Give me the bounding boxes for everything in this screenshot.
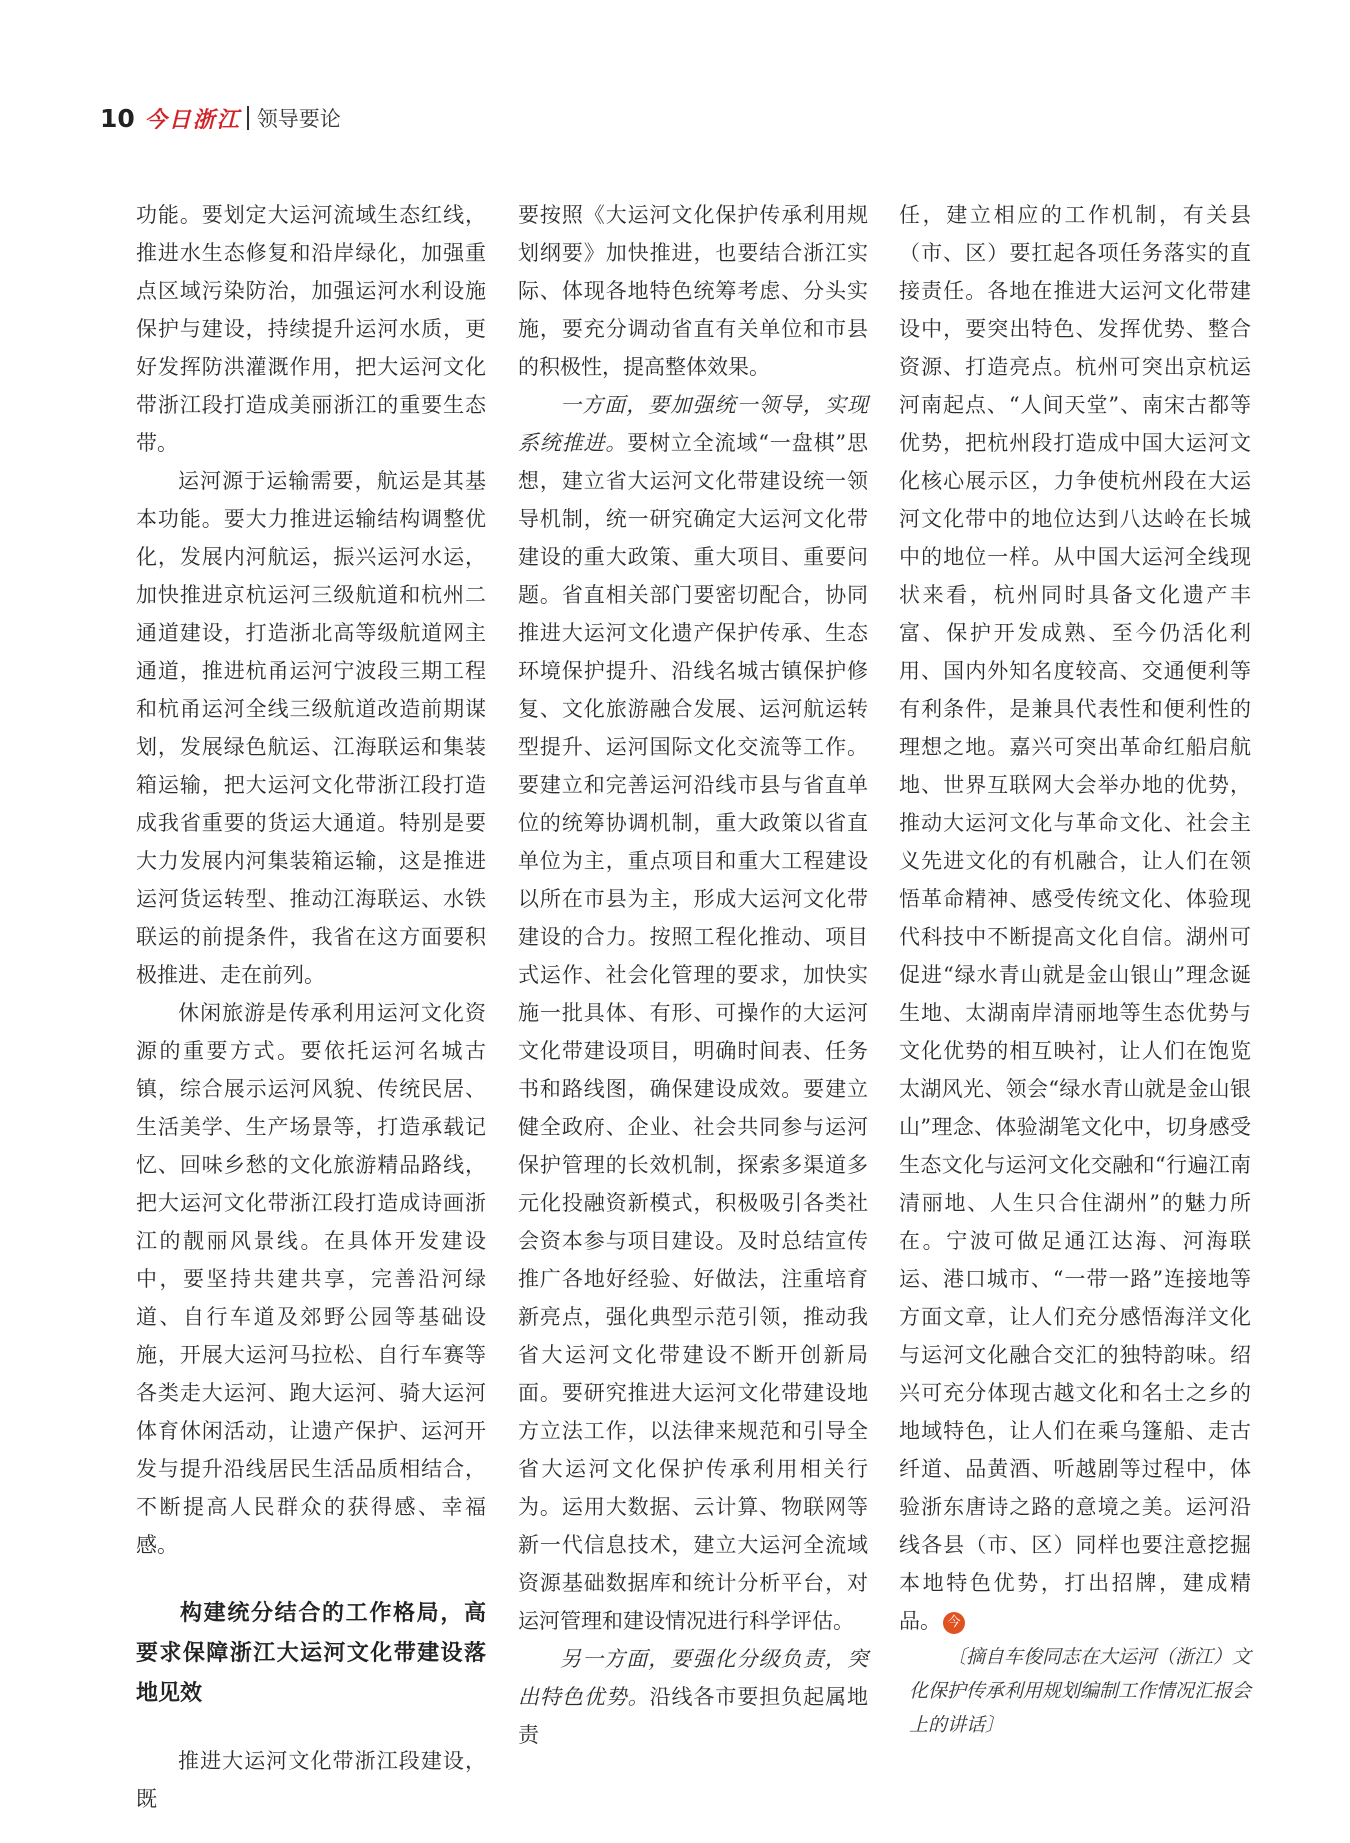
page-header (100, 98, 341, 138)
magazine-logo: 今日浙江 (144, 106, 241, 133)
paragraph (518, 1640, 868, 1754)
paragraph (899, 196, 1251, 1640)
end-mark-icon: 今 (943, 1612, 965, 1634)
paragraph-lead: 一方面，要加强统一领导，实现系统推进。 (518, 393, 868, 455)
text-column-3 (899, 196, 1251, 1742)
section-subheading: 构建统分结合的工作格局，高要求保障浙江大运河文化带建设落地见效 (136, 1601, 486, 1706)
paragraph: 休闲旅游是传承利用运河文化资源的重要方式。要依托运河名城古镇，综合展示运河风貌、传统民居、生活美学、生产场景等，打造承载记忆、回味乡愁的文化旅游精品路线，把大运河文化带浙江段打造成诗画浙江的靓丽风景线。在具体开发建设中，要坚持共建共享，完善沿河绿道、自行车道及郊野公园等基础设施，开展大运河马拉松、自行车赛等各类走大运河、跑大运河、骑大运河体育休闲活动，让遗产保护、运河开发与提升沿线居民生活品质相结合，不断提高人民群众的获得感、幸福感。 (136, 1001, 486, 1557)
paragraph-body: 沿线各市要担负起属地责 (518, 1685, 869, 1747)
paragraph (518, 386, 868, 1640)
paragraph: 推进大运河文化带浙江段建设，既 (136, 1749, 486, 1811)
text-column-2 (518, 196, 868, 1754)
header-divider (247, 106, 249, 130)
source-note: 〔摘自车俊同志在大运河（浙江）文化保护传承利用规划编制工作情况汇报会上的讲话〕 (909, 1646, 1252, 1736)
paragraph: 要按照《大运河文化保护传承利用规划纲要》加快推进，也要结合浙江实际、体现各地特色统筹考虑、分头实施，要充分调动省直有关单位和市县的积极性，提高整体效果。 (518, 203, 868, 379)
page-number: 10 (100, 103, 135, 133)
paragraph: 功能。要划定大运河流域生态红线，推进水生态修复和沿岸绿化，加强重点区域污染防治，加强运河水利设施保护与建设，持续提升运河水质，更好发挥防洪灌溉作用，把大运河文化带浙江段打造成美丽浙江的重要生态带。 (136, 203, 486, 455)
text-column-1 (136, 196, 486, 1818)
paragraph-body: 任，建立相应的工作机制，有关县（市、区）要扛起各项任务落实的直接责任。各地在推进大运河文化带建设中，要突出特色、发挥优势、整合资源、打造亮点。杭州可突出京杭运河南起点、“人间天堂”、南宋古都等优势，把杭州段打造成中国大运河文化核心展示区，力争使杭州段在大运河文化带中的地位达到八达岭在长城中的地位一样。从中国大运河全线现状来看，杭州同时具备文化遗产丰富、保护开发成熟、至今仍活化利用、国内外知名度较高、交通便利等有利条件，是兼具代表性和便利性的理想之地。嘉兴可突出革命红船启航地、世界互联网大会举办地的优势，推动大运河文化与革命文化、社会主义先进文化的有机融合，让人们在领悟革命精神、感受传统文化、体验现代科技中不断提高文化自信。湖州可促进“绿水青山就是金山银山”理念诞生地、太湖南岸清丽地等生态优势与文化优势的相互映衬，让人们在饱览太湖风光、领会“绿水青山就是金山银山”理念、体验湖笔文化中，切身感受生态文化与运河文化交融和“行遍江南清丽地、人生只合住湖州”的魅力所在。宁波可做足通江达海、河海联运、港口城市、“一带一路”连接地等方面文章，让人们充分感悟海洋文化与运河文化融合交汇的独特韵味。绍兴可充分体现古越文化和名士之乡的地域特色，让人们在乘乌篷船、走古纤道、品黄酒、听越剧等过程中，体验浙东唐诗之路的意境之美。运河沿线各县（市、区）同样也要注意挖掘本地特色优势，打出招牌，建成精品。 (899, 203, 1251, 1633)
paragraph: 运河源于运输需要，航运是其基本功能。要大力推进运输结构调整优化，发展内河航运，振兴运河水运，加快推进京杭运河三级航道和杭州二通道建设，打造浙北高等级航道网主通道，推进杭甬运河宁波段三期工程和杭甬运河全线三级航道改造前期谋划，发展绿色航运、江海联运和集装箱运输，把大运河文化带浙江段打造成我省重要的货运大通道。特别是要大力发展内河集装箱运输，这是推进运河货运转型、推动江海联运、水铁联运的前提条件，我省在这方面要积极推进、走在前列。 (136, 469, 486, 987)
paragraph-body: 要树立全流域“一盘棋”思想，建立省大运河文化带建设统一领导机制，统一研究确定大运河文化带建设的重大政策、重大项目、重要问题。省直相关部门要密切配合，协同推进大运河文化遗产保护传承、生态环境保护提升、沿线名城古镇保护修复、文化旅游融合发展、运河航运转型提升、运河国际文化交流等工作。要建立和完善运河沿线市县与省直单位的统筹协调机制，重大政策以省直单位为主，重点项目和重大工程建设以所在市县为主，形成大运河文化带建设的合力。按照工程化推动、项目式运作、社会化管理的要求，加快实施一批具体、有形、可操作的大运河文化带建设项目，明确时间表、任务书和路线图，确保建设成效。要建立健全政府、企业、社会共同参与运河保护管理的长效机制，探索多渠道多元化投融资新模式，积极吸引各类社会资本参与项目建设。及时总结宣传推广各地好经验、好做法，注重培育新亮点，强化典型示范引领，推动我省大运河文化带建设不断开创新局面。要研究推进大运河文化带建设地方立法工作，以法律来规范和引导全省大运河文化保护传承利用相关行为。运用大数据、云计算、物联网等新一代信息技术，建立大运河全流域资源基础数据库和统计分析平台，对运河管理和建设情况进行科学评估。 (518, 431, 868, 1633)
paragraph-lead: 另一方面，要强化分级负责，突出特色优势。 (518, 1647, 868, 1709)
section-title: 领导要论 (256, 107, 341, 131)
